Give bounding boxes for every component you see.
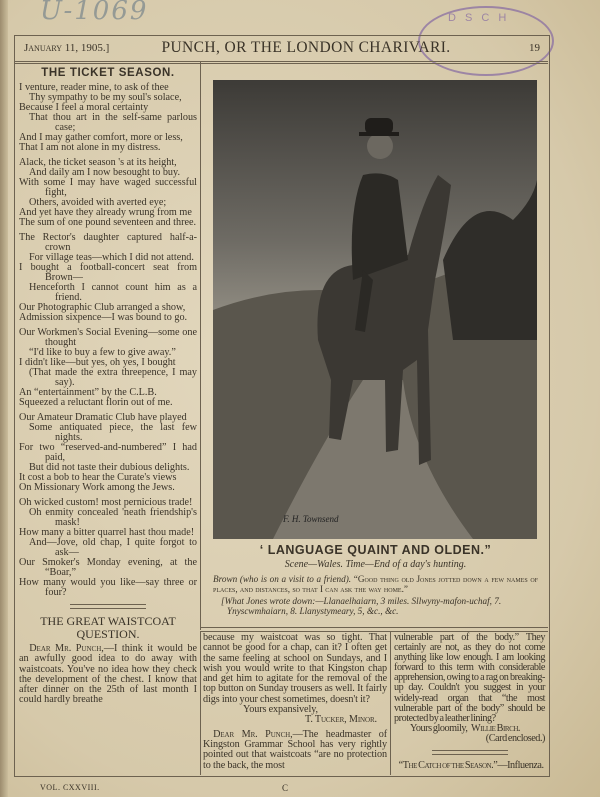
poem-stanza — [19, 158, 197, 228]
poem-line: And I may gather comfort, more or less, — [19, 132, 183, 143]
letter-2-note: (Card enclosed.) — [485, 732, 545, 744]
page-number: 19 — [529, 42, 540, 54]
poem-line: Because I feel a moral certainty — [19, 102, 149, 113]
letter-2-part-2: vulnerable part of the body.” They certainly are not, as they do not come anything like low enough. I am looking forward to this term with considerable apprehension, owing to a rag on breaking-up day. Couldn't you suggest in your widely-read organ that “the most vulnerable part of the body” should be protected by a leather lining? — [394, 632, 545, 724]
poem-stanza — [19, 328, 197, 408]
right-column — [394, 633, 545, 771]
poem-line: How many would you like—say three or four? — [19, 577, 197, 598]
letter-text: —I think it would be an awfully good idea to do away with waistcoats. You've no idea how they check the development of the chest. I know that after dinner on the 25th of last month I could hardly breathe — [19, 643, 197, 706]
section-rule — [70, 604, 146, 609]
speaker: Brown (who is on a visit to a friend). — [213, 574, 352, 584]
poem-line: Henceforth I cannot count him as a friend. — [29, 282, 197, 303]
poem-stanza — [19, 498, 197, 598]
letter-2-part-1 — [203, 730, 387, 771]
poem-line: “I'd like to buy a few to give away.” — [29, 347, 176, 358]
letter-1-signature: T. Tucker, Minor. — [304, 714, 377, 726]
poem-line: Squeezed a reluctant florin out of me. — [19, 397, 173, 408]
poem-title: THE TICKET SEASON. — [41, 67, 175, 79]
poem-line: But did not taste their dubious delights. — [29, 462, 190, 473]
running-header — [14, 35, 548, 64]
squib — [394, 761, 545, 771]
column-divider — [200, 631, 201, 775]
publication-title: PUNCH, OR THE LONDON CHARIVARI. — [161, 39, 451, 56]
letter-2-closing: Yours gloomily, — [410, 722, 468, 734]
article-title: THE GREAT WAISTCOAT QUESTION. — [40, 614, 176, 641]
cartoon-title: ‘ LANGUAGE QUAINT AND OLDEN.” — [259, 543, 492, 557]
squib-punchline: —Influenza. — [497, 760, 544, 772]
letter-1-part-1 — [19, 644, 197, 706]
poem-line: Admission sixpence—I was bound to go. — [19, 312, 188, 323]
left-column — [19, 66, 197, 706]
poem-line: I didn't like—but yes, oh yes, I bought — [19, 357, 176, 368]
cartoon-note: [What Jones wrote down:—Llanaelhaiarn, 3 miles. Sllwyny-mafon-uchaf, 7. Ynyscwmhaiarn, 8. Llanystymeary, 5, &c., &c. — [221, 596, 502, 616]
poem-body — [19, 83, 197, 598]
printer-signature-mark: C — [282, 783, 289, 793]
middle-column — [203, 633, 387, 771]
cartoon-dialogue — [213, 574, 538, 594]
poem-line: (That made the extra threepence, I may say). — [29, 367, 197, 388]
salutation: Dear Mr. Punch, — [29, 643, 104, 654]
poem-stanza — [19, 413, 197, 493]
poem-line: Our Photographic Club arranged a show, — [19, 302, 186, 313]
column-divider — [200, 62, 201, 630]
poem-line: Oh enmity concealed 'neath friendship's mask! — [29, 507, 197, 528]
poem-line: For two “reserved-and-numbered” I had paid, — [19, 442, 197, 463]
poem-line: On Missionary Work among the Jews. — [19, 482, 175, 493]
poem-line: I bought a football-concert seat from Brown— — [19, 262, 197, 283]
poem-line: Some antiquated piece, the last few nights. — [29, 422, 197, 443]
issue-date: January 11, 1905.] — [24, 42, 110, 54]
cartoon-caption — [213, 543, 538, 616]
poem-line: An “entertainment” by the C.L.B. — [19, 387, 157, 398]
poem-line: That I am not alone in my distress. — [19, 142, 161, 153]
binding-edge — [0, 0, 8, 797]
handwritten-catalog-number: U-1069 — [40, 0, 149, 26]
section-rule — [432, 750, 508, 755]
poem-line: Oh wicked custom! most pernicious trade! — [19, 497, 193, 508]
poem-line: Thy sympathy to be my soul's solace, — [29, 92, 182, 103]
poem-line: Our Smoker's Monday evening, at the “Boar,” — [19, 557, 197, 578]
artist-signature: F. H. Townsend — [283, 514, 339, 524]
speech: “Good thing old Jones jotted down a few names of places, and distances, so that I can ask the way home.” — [213, 574, 538, 594]
letter-text: —The headmaster of Kingston Grammar School has very rightly pointed out that waistcoats “are no protection to the back, the most — [203, 728, 388, 771]
cartoon-scene: Scene—Wales. Time—End of a day's hunting. — [284, 559, 467, 570]
poem-line: And daily am I now besought to buy. — [29, 167, 181, 178]
cartoon-illustration — [213, 80, 537, 539]
poem-line: Others, avoided with averted eye; — [29, 197, 167, 208]
poem-line: How many a bitter quarrel hast thou made! — [19, 527, 195, 538]
squib-title: “The Catch of the Season.” — [398, 760, 498, 772]
poem-stanza — [19, 233, 197, 323]
poem-line: And yet have they already wrung from me — [19, 207, 192, 218]
poem-line: The Rector's daughter captured half-a-crown — [19, 232, 197, 253]
poem-line: I venture, reader mine, to ask of thee — [19, 82, 169, 93]
column-divider — [390, 631, 391, 775]
poem-line: Alack, the ticket season 's at its height, — [19, 157, 177, 168]
poem-line: And—Jove, old chap, I quite forgot to ask— — [29, 537, 197, 558]
volume-number: VOL. CXXVIII. — [40, 783, 100, 792]
stamp-text: D S C H — [448, 12, 510, 24]
poem-stanza — [19, 83, 197, 153]
poem-line: The sum of one pound seventeen and three. — [19, 217, 197, 228]
poem-line: With some I may have waged successful fight, — [19, 177, 197, 198]
poem-line: That thou art in the self-same parlous case; — [29, 112, 197, 133]
poem-line: For village teas—which I did not attend. — [29, 252, 194, 263]
salutation: Dear Mr. Punch, — [213, 728, 293, 740]
poem-line: Our Amateur Dramatic Club have played — [19, 412, 187, 423]
letter-1-closing: Yours expansively, — [243, 704, 318, 716]
poem-line: It cost a bob to hear the Curate's views — [19, 472, 177, 483]
poem-line: Our Workmen's Social Evening—some one thought — [19, 327, 197, 348]
letter-2-signature: Willie Birch. — [471, 722, 521, 734]
letter-1-part-2: because my waistcoat was so tight. That cannot be good for a chap, can it? I often get the same feeling at school on Sundays, and I wish you would write to that Kingston chap and get him to agitate for the removal of the top button on Sunday trousers as well. It fairly digs into your chest sometimes, doesn't it? — [203, 632, 387, 705]
